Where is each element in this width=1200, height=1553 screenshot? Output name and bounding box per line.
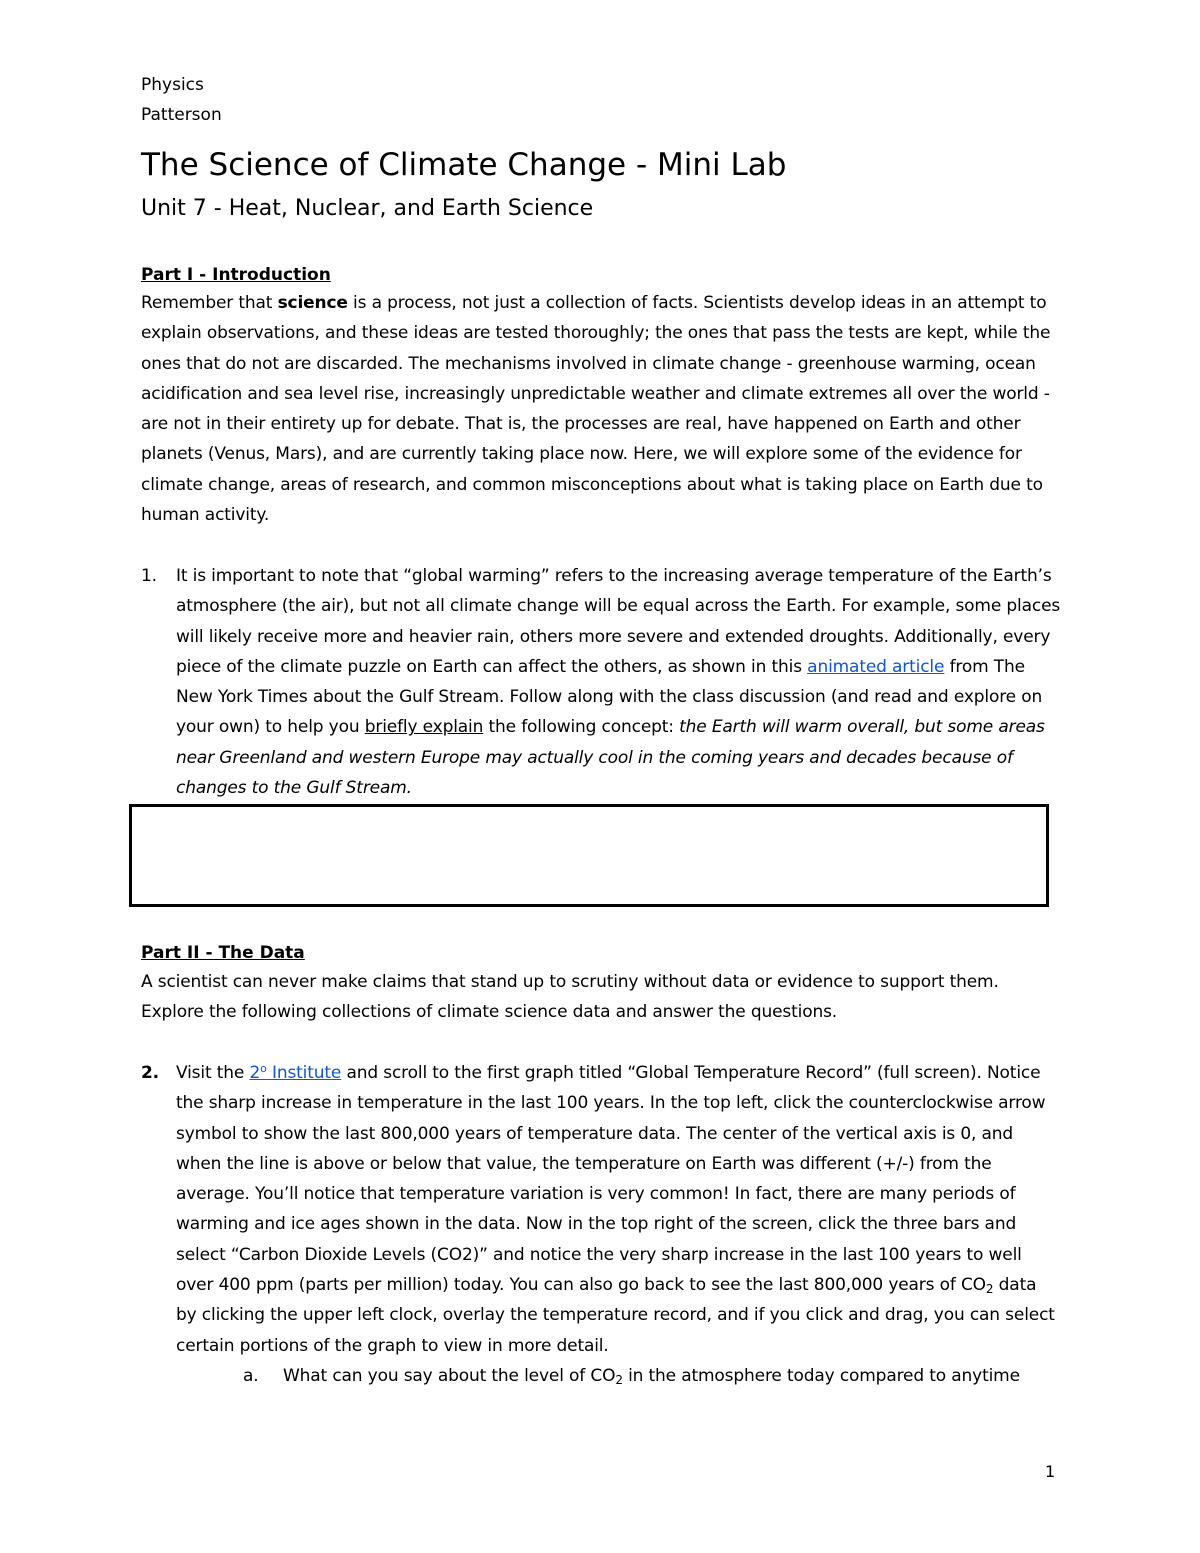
co2-subscript: 2 bbox=[985, 1282, 994, 1297]
q2a-text: What can you say about the level of CO bbox=[283, 1366, 616, 1386]
link-text-rest: Institute bbox=[266, 1063, 342, 1083]
question-body bbox=[176, 1058, 1061, 1361]
animated-article-link[interactable]: animated article bbox=[807, 656, 945, 677]
degree-sup: o bbox=[260, 1062, 267, 1075]
question-number: 1. bbox=[141, 566, 157, 586]
sub-question-body bbox=[283, 1361, 1063, 1391]
part1-intro bbox=[141, 288, 1061, 530]
page-number: 1 bbox=[1045, 1462, 1056, 1481]
part2-intro: A scientist can never make claims that stand up to scrutiny without data or evidence to support them. Explore the following collections of climate science data and answer the questions. bbox=[141, 972, 999, 1023]
document-subtitle: Unit 7 - Heat, Nuclear, and Earth Science bbox=[141, 196, 594, 221]
part1-heading: Part I - Introduction bbox=[141, 265, 331, 285]
answer-box[interactable] bbox=[129, 804, 1049, 907]
question-2 bbox=[141, 1058, 1061, 1361]
question-1 bbox=[141, 561, 1061, 803]
q1-text-c: the following concept: bbox=[483, 717, 680, 738]
teacher-name: Patterson bbox=[141, 105, 222, 125]
intro-bold: science bbox=[277, 293, 348, 313]
q1-concept: the Earth will warm overall, but some areas near Greenland and western Europe may actually cool in the coming years and decades because of changes to the Gulf Stream. bbox=[176, 717, 1045, 799]
q2-text: Visit the bbox=[176, 1063, 250, 1083]
intro-text-rest: is a process, not just a collection of facts. Scientists develop ideas in an attempt to explain observations, and these ideas are tested thoroughly; the ones that pass the tests are kept, while the ones that do not are discarded. The mechanisms involved in climate change - greenhouse warming, ocean acidification and sea level rise, increasingly unpredictable weather and climate extremes all over the world - are not in their entirety up for debate. That is, the processes are real, have happened on Earth and other planets (Venus, Mars), and are currently taking place now. Here, we will explore some of the evidence for climate change, areas of research, and common misconceptions about what is taking place on Earth due to human activity. bbox=[141, 293, 1051, 526]
question-number: 2. bbox=[141, 1063, 159, 1083]
sub-question-letter: a. bbox=[243, 1366, 259, 1386]
q2-text-b: and scroll to the first graph titled “Global Temperature Record” (full screen). Notice the sharp increase in temperature in the last 100 years. In the top left, click the counterclockwise arrow symbol to show the last 800,000 years of temperature data. The center of the vertical axis is 0, and when the line is above or below that value, the temperature on Earth was different (+/-) from the average. You’ll notice that temperature variation is very common! In fact, there are many periods of warming and ice ages shown in the data. Now in the top right of the screen, click the three bars and select “Carbon Dioxide Levels (CO2)” and notice the very sharp increase in the last 100 years to well over 400 ppm (parts per million) today. You can also go back to see the last 800,000 years of CO bbox=[176, 1063, 1046, 1296]
intro-text: Remember that bbox=[141, 293, 278, 313]
q1-underlined: briefly explain bbox=[364, 717, 484, 738]
q1-text-b: from The New York Times about the Gulf Stream. Follow along with the class discussion (and read and explore on your own) to help you bbox=[176, 656, 1043, 738]
q1-text: It is important to note that “global warming” refers to the increasing average temperature of the Earth’s atmosphere (the air), but not all climate change will be equal across the Earth. For example, some places will likely receive more and heavier rain, others more severe and extended droughts. Additionally, every piece of the climate puzzle on Earth can affect the others, as shown in this bbox=[176, 566, 1061, 677]
two-degrees-institute-link[interactable] bbox=[249, 1063, 341, 1083]
q2-text-c: data by clicking the upper left clock, overlay the temperature record, and if you click and drag, you can select certain portions of the graph to view in more detail. bbox=[176, 1275, 1055, 1356]
link-text: 2 bbox=[249, 1063, 261, 1083]
course-name: Physics bbox=[141, 75, 204, 95]
document-title: The Science of Climate Change - Mini Lab bbox=[141, 147, 787, 183]
question-2a bbox=[243, 1361, 1063, 1391]
question-body bbox=[176, 561, 1061, 803]
q2a-text-b: in the atmosphere today compared to anytime bbox=[622, 1366, 1020, 1386]
part2-heading: Part II - The Data bbox=[141, 943, 305, 963]
co2-subscript: 2 bbox=[615, 1373, 623, 1387]
